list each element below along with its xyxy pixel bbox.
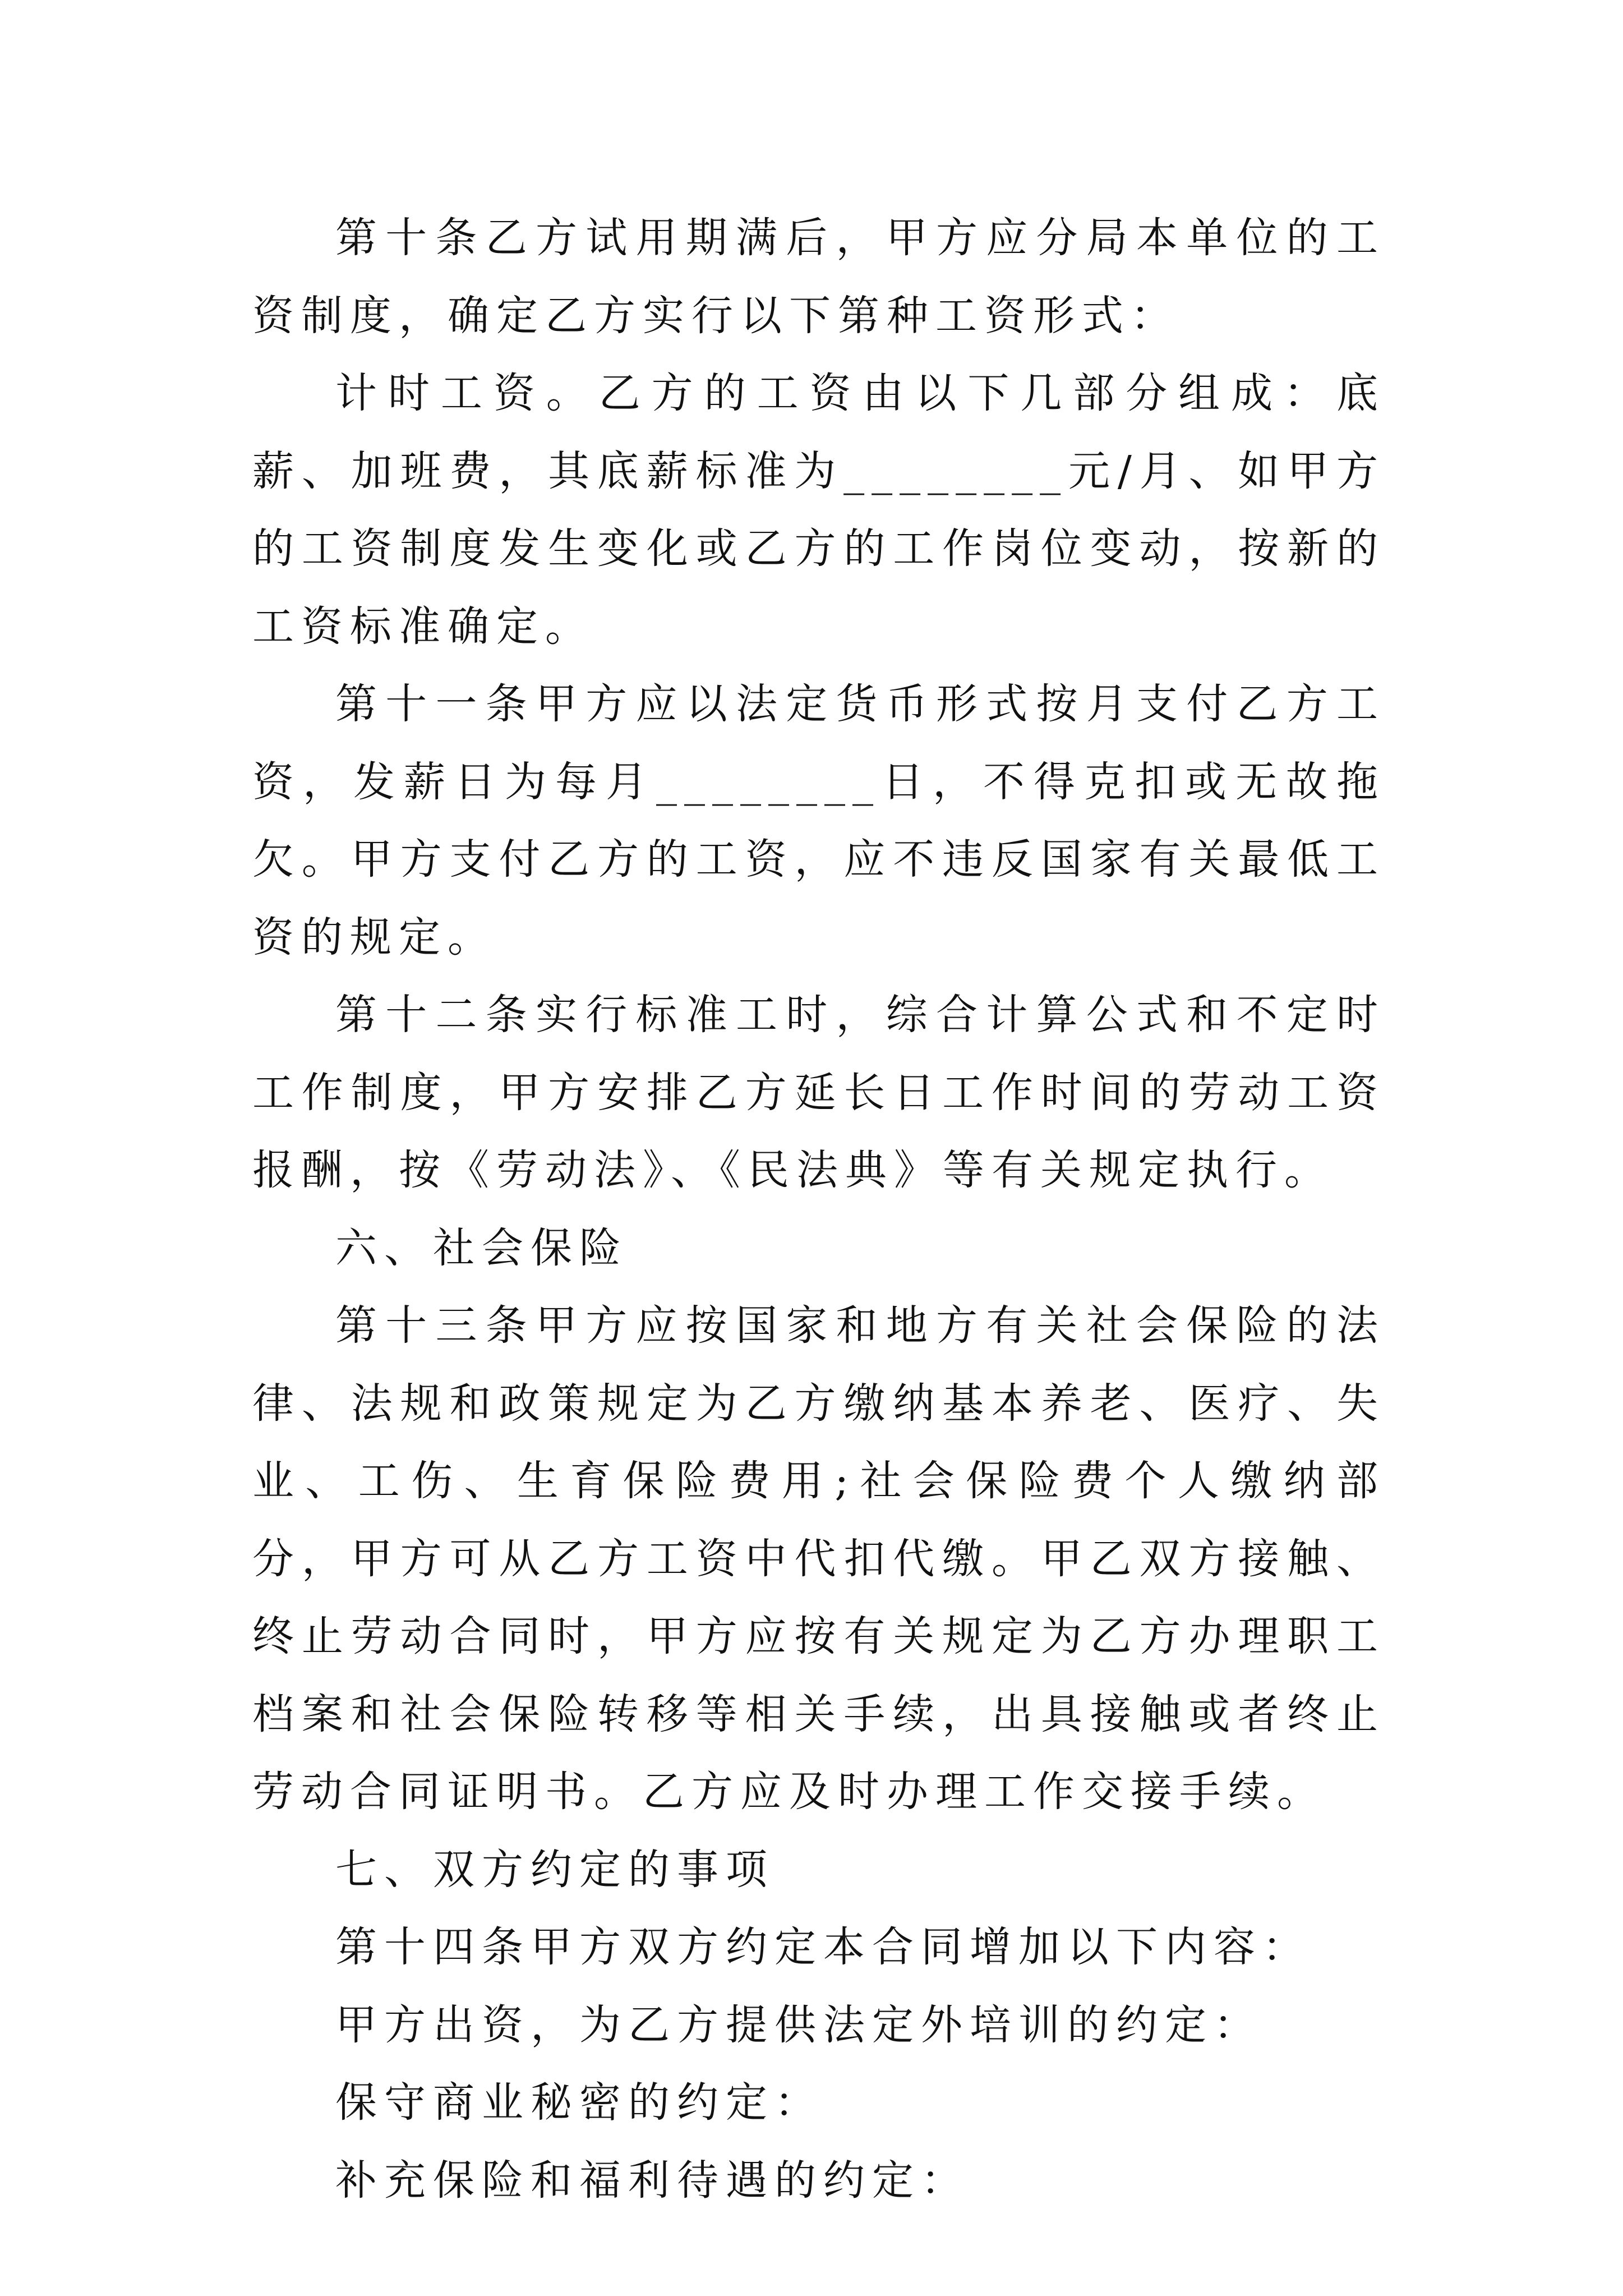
paragraph-article-12: 第十二条实行标准工时，综合计算公式和不定时工作制度，甲方安排乙方延长日工作时间的劳动工资报酬，按《劳动法》、《民法典》等有关规定执行。	[252, 991, 1385, 1194]
paragraph-article-14: 第十四条甲方双方约定本合同增加以下内容：	[335, 1923, 1311, 1971]
paragraph-article-10: 第十条乙方试用期满后，甲方应分局本单位的工资制度，确定乙方实行以下第种工资形式：	[252, 214, 1385, 340]
paragraph-insurance-benefits-agreement: 补充保险和福利待遇的约定：	[335, 2156, 970, 2205]
paragraph-confidentiality-agreement: 保守商业秘密的约定：	[335, 2078, 823, 2127]
paragraph-article-13: 第十三条甲方应按国家和地方有关社会保险的法律、法规和政策规定为乙方缴纳基本养老、医疗、失业、工伤、生育保险费用;社会保险费个人缴纳部分，甲方可从乙方工资中代扣代缴。甲乙双方接触、终止劳动合同时，甲方应按有关规定为乙方办理职工档案和社会保险转移等相关手续，出具接触或者终止劳动合同证明书。乙方应及时办理工作交接手续。	[252, 1301, 1385, 1816]
section-heading-agreed-matters: 七、双方约定的事项	[335, 1845, 774, 1894]
paragraph-training-agreement: 甲方出资，为乙方提供法定外培训的约定：	[335, 2000, 1262, 2049]
paragraph-hourly-wage: 计时工资。乙方的工资由以下几部分组成：底薪、加班费，其底薪标准为________元/月、如甲方的工资制度发生变化或乙方的工作岗位变动，按新的工资标准确定。	[252, 369, 1385, 651]
paragraph-article-11: 第十一条甲方应以法定货币形式按月支付乙方工资，发薪日为每月________日，不得克扣或无故拖欠。甲方支付乙方的工资，应不违反国家有关最低工资的规定。	[252, 680, 1385, 961]
section-heading-social-insurance: 六、社会保险	[335, 1223, 628, 1272]
document-body	[252, 199, 1385, 2219]
